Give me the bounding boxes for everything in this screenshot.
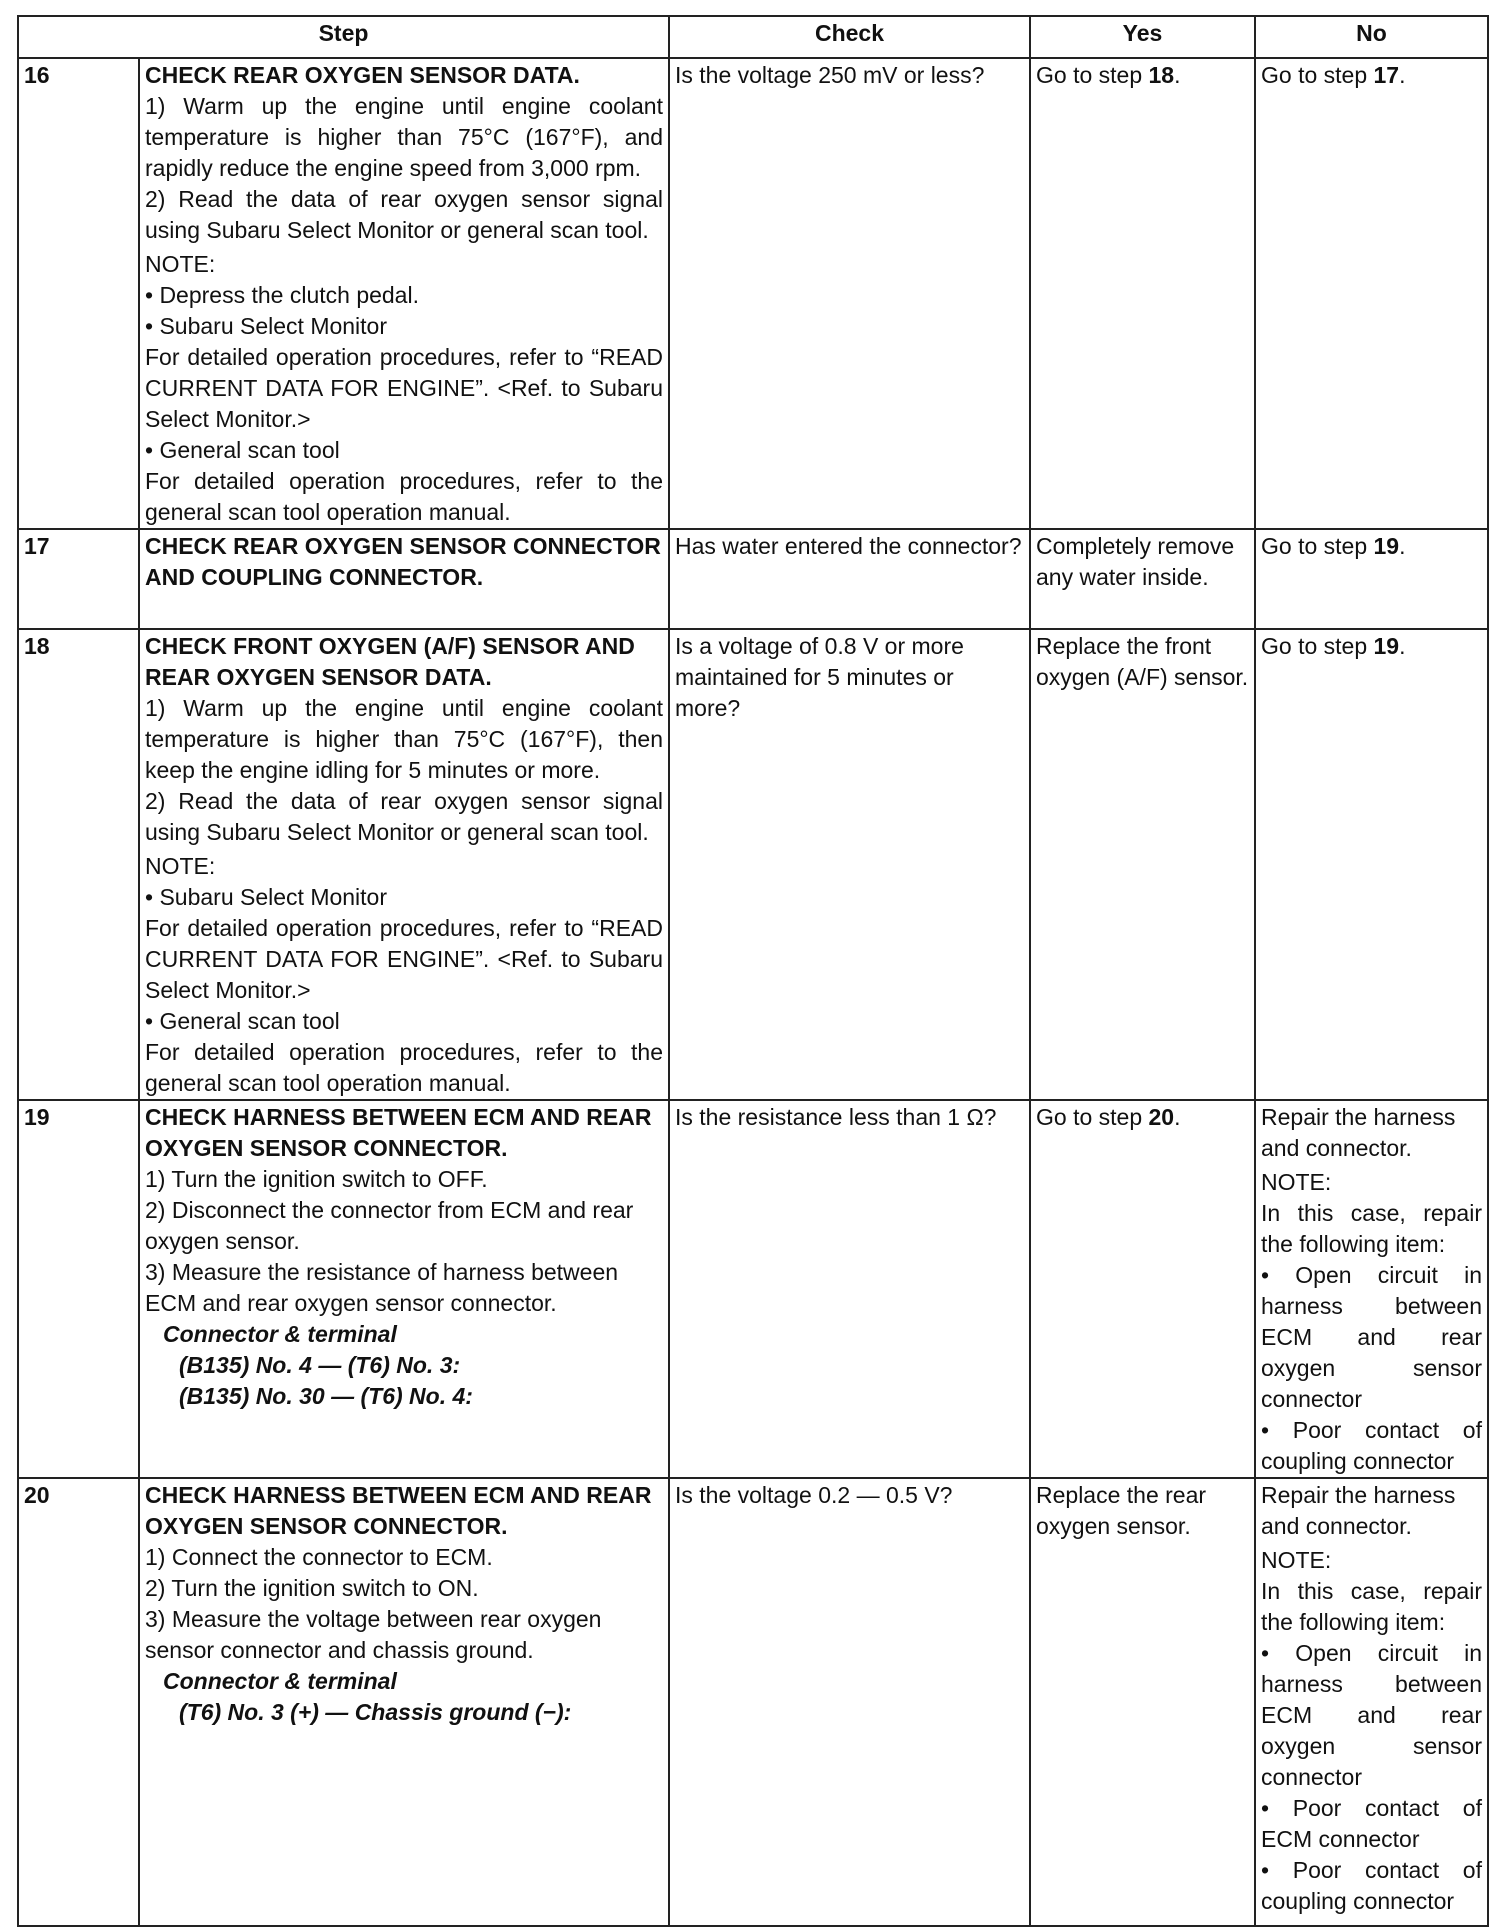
step-number: 18 [18,629,139,1100]
step-description [139,1100,669,1478]
step-instruction: 2) Turn the ignition switch to ON. [145,1575,479,1601]
note-item: • Subaru Select Monitor [145,884,388,910]
header-row [18,16,1488,58]
step-title: CHECK REAR OXYGEN SENSOR CONNECTOR AND COUPLING CONNECTOR. [145,533,661,590]
note-item: For detailed operation procedures, refer to “READ CURRENT DATA FOR ENGINE”. <Ref. to Subaru Select Monitor.> [145,344,663,432]
no-action: Repair the harness and connector. [1261,1104,1456,1161]
no-action: Repair the harness and connector. [1261,1482,1456,1539]
table-row-19 [18,1100,1488,1478]
yes-step-ref: 20 [1148,1104,1175,1130]
note-item: • Poor contact of coupling connector [1261,1417,1482,1474]
step-instruction: 2) Read the data of rear oxygen sensor signal using Subaru Select Monitor or general scan tool. [145,788,663,845]
no-step-ref: 17 [1373,62,1400,88]
header-check: Check [669,16,1030,58]
step-instruction: 1) Turn the ignition switch to OFF. [145,1166,488,1192]
note-item: • General scan tool [145,437,340,463]
no-suffix: . [1399,62,1406,88]
no-cell [1255,1100,1488,1478]
connector-terminal-spec: (B135) No. 30 — (T6) No. 4: [179,1383,473,1409]
step-instruction: 3) Measure the voltage between rear oxygen sensor connector and chassis ground. [145,1606,602,1663]
connector-terminal-spec: (T6) No. 3 (+) — Chassis ground (−): [179,1699,572,1725]
note-item: For detailed operation procedures, refer to the general scan tool operation manual. [145,468,663,525]
check-cell: Is the resistance less than 1 Ω? [669,1100,1030,1478]
step-number: 19 [18,1100,139,1478]
diagnostic-table [17,15,1489,1927]
note-label: NOTE: [1261,1169,1332,1195]
step-instruction: 1) Connect the connector to ECM. [145,1544,493,1570]
step-description [139,58,669,529]
note-label: NOTE: [145,251,216,277]
header-yes: Yes [1030,16,1255,58]
step-instruction: 2) Read the data of rear oxygen sensor signal using Subaru Select Monitor or general scan tool. [145,186,663,243]
no-step-ref: 19 [1373,533,1400,559]
no-cell [1255,529,1488,629]
step-description [139,529,669,629]
step-number: 16 [18,58,139,529]
note-item: For detailed operation procedures, refer to the general scan tool operation manual. [145,1039,663,1096]
no-suffix: . [1399,633,1406,659]
note-item: • Poor contact of coupling connector [1261,1857,1482,1914]
yes-cell: Replace the front oxygen (A/F) sensor. [1030,629,1255,1100]
table-row-18 [18,629,1488,1100]
check-cell: Is the voltage 0.2 — 0.5 V? [669,1478,1030,1926]
connector-terminal-label: Connector & terminal [163,1668,397,1694]
note-label: NOTE: [1261,1547,1332,1573]
connector-terminal-spec: (B135) No. 4 — (T6) No. 3: [179,1352,461,1378]
note-item: • Open circuit in harness between ECM and rear oxygen sensor connector [1261,1640,1482,1790]
no-cell [1255,629,1488,1100]
no-step-ref: 19 [1373,633,1400,659]
note-text: In this case, repair the following item: [1261,1200,1482,1257]
yes-prefix: Go to step [1036,62,1149,88]
note-item: • Subaru Select Monitor [145,313,388,339]
header-step: Step [18,16,669,58]
note-item: • Depress the clutch pedal. [145,282,419,308]
yes-cell: Replace the rear oxygen sensor. [1030,1478,1255,1926]
step-instruction: 3) Measure the resistance of harness between ECM and rear oxygen sensor connector. [145,1259,619,1316]
step-instruction: 2) Disconnect the connector from ECM and rear oxygen sensor. [145,1197,634,1254]
yes-suffix: . [1174,1104,1181,1130]
step-number: 20 [18,1478,139,1926]
no-cell [1255,1478,1488,1926]
yes-prefix: Go to step [1036,1104,1149,1130]
step-description [139,629,669,1100]
note-item: • Poor contact of ECM connector [1261,1795,1482,1852]
yes-step-ref: 18 [1148,62,1175,88]
step-title: CHECK HARNESS BETWEEN ECM AND REAR OXYGEN SENSOR CONNECTOR. [145,1482,652,1539]
step-description [139,1478,669,1926]
no-prefix: Go to step [1261,533,1374,559]
step-instruction: 1) Warm up the engine until engine coolant temperature is higher than 75°C (167°F), then keep the engine idling for 5 minutes or more. [145,695,663,783]
table-row-17 [18,529,1488,629]
step-instruction: 1) Warm up the engine until engine coolant temperature is higher than 75°C (167°F), and rapidly reduce the engine speed from 3,000 rpm. [145,93,663,181]
check-cell: Is a voltage of 0.8 V or more maintained for 5 minutes or more? [669,629,1030,1100]
note-item: • General scan tool [145,1008,340,1034]
no-suffix: . [1399,533,1406,559]
step-title: CHECK REAR OXYGEN SENSOR DATA. [145,62,580,88]
note-item: For detailed operation procedures, refer to “READ CURRENT DATA FOR ENGINE”. <Ref. to Subaru Select Monitor.> [145,915,663,1003]
step-number: 17 [18,529,139,629]
check-cell: Is the voltage 250 mV or less? [669,58,1030,529]
connector-terminal-label: Connector & terminal [163,1321,397,1347]
yes-cell: Completely remove any water inside. [1030,529,1255,629]
step-title: CHECK FRONT OXYGEN (A/F) SENSOR AND REAR OXYGEN SENSOR DATA. [145,633,635,690]
table-row-16 [18,58,1488,529]
yes-cell [1030,1100,1255,1478]
step-title: CHECK HARNESS BETWEEN ECM AND REAR OXYGEN SENSOR CONNECTOR. [145,1104,652,1161]
yes-suffix: . [1174,62,1181,88]
table-row-20 [18,1478,1488,1926]
yes-cell [1030,58,1255,529]
note-text: In this case, repair the following item: [1261,1578,1482,1635]
no-cell [1255,58,1488,529]
no-prefix: Go to step [1261,633,1374,659]
note-label: NOTE: [145,853,216,879]
header-no: No [1255,16,1488,58]
note-item: • Open circuit in harness between ECM and rear oxygen sensor connector [1261,1262,1482,1412]
check-cell: Has water entered the connector? [669,529,1030,629]
no-prefix: Go to step [1261,62,1374,88]
